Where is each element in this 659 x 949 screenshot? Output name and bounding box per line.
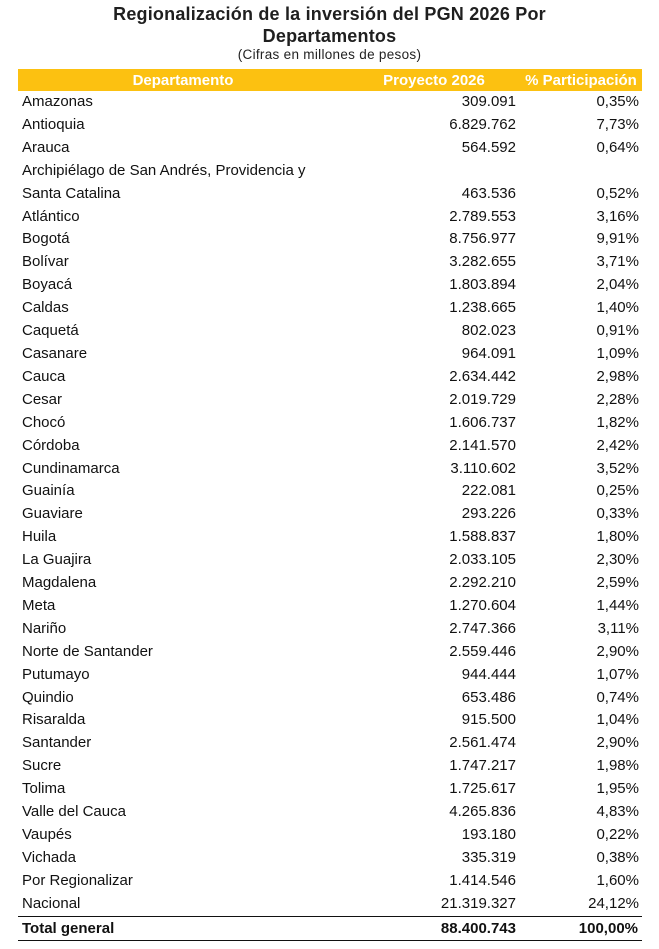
department-name: Vichada <box>22 848 76 866</box>
title-line-2: Departamentos <box>262 26 397 46</box>
table-footer <box>18 916 642 940</box>
participation-pct: 1,98% <box>596 757 639 775</box>
participation-pct: 1,60% <box>596 871 639 889</box>
participation-pct: 24,12% <box>588 894 639 912</box>
participation-pct: 2,90% <box>596 642 639 660</box>
project-2026-value: 2.634.442 <box>449 367 516 385</box>
table-row <box>18 412 642 435</box>
participation-pct: 9,91% <box>596 230 639 248</box>
department-name: Bolívar <box>22 253 69 271</box>
col-header-departamento: Departamento <box>18 69 348 91</box>
table-row <box>18 595 642 618</box>
department-name <box>18 160 348 206</box>
department-name: Cesar <box>22 390 63 408</box>
project-2026-value: 1.747.217 <box>449 757 516 775</box>
table-row <box>18 160 642 206</box>
project-2026-value: 2.141.570 <box>449 436 516 454</box>
table-row <box>18 755 642 778</box>
project-2026-value: 2.292.210 <box>449 574 516 592</box>
table-row <box>18 618 642 641</box>
report-subtitle: (Cifras en millones de pesos) <box>237 47 422 62</box>
department-name: Casanare <box>22 344 88 362</box>
project-2026-value: 1.238.665 <box>449 299 516 317</box>
table-row <box>18 893 642 916</box>
participation-pct: 4,83% <box>596 803 639 821</box>
table-row <box>18 458 642 481</box>
table-row <box>18 343 642 366</box>
participation-pct: 1,40% <box>596 299 639 317</box>
participation-pct: 3,11% <box>597 619 639 637</box>
table-row <box>18 732 642 755</box>
table-row <box>18 801 642 824</box>
col-header-proyecto: Proyecto 2026 <box>348 69 520 91</box>
department-name: Arauca <box>22 138 70 156</box>
participation-pct: 0,74% <box>596 688 639 706</box>
department-name: Valle del Cauca <box>22 803 126 821</box>
department-name: Por Regionalizar <box>22 871 133 889</box>
department-name: Nariño <box>22 619 67 637</box>
header-row <box>18 69 642 91</box>
participation-pct: 0,33% <box>596 505 639 523</box>
participation-pct: 3,16% <box>596 207 639 225</box>
total-pct: 100,00% <box>520 916 642 940</box>
table-row <box>18 526 642 549</box>
participation-pct: 1,09% <box>596 344 639 362</box>
participation-pct: 0,64% <box>596 138 639 156</box>
project-2026-value: 1.588.837 <box>449 528 516 546</box>
project-2026-value: 2.747.366 <box>449 619 516 637</box>
department-name: Chocó <box>22 413 66 431</box>
department-name: Caldas <box>22 299 69 317</box>
department-name: Córdoba <box>22 436 80 454</box>
table-row <box>18 274 642 297</box>
table-row <box>18 824 642 847</box>
table-row <box>18 137 642 160</box>
project-2026-value: 21.319.327 <box>440 894 516 912</box>
project-2026-value: 964.091 <box>461 344 516 362</box>
participation-pct: 1,07% <box>596 665 639 683</box>
project-2026-value: 1.803.894 <box>449 276 516 294</box>
department-name-line-1: Archipiélago de San Andrés, Providencia y <box>22 161 306 179</box>
investment-table <box>18 69 642 941</box>
project-2026-value: 3.110.602 <box>450 459 516 477</box>
project-2026-value: 1.414.546 <box>449 871 516 889</box>
department-name: Meta <box>22 596 56 614</box>
participation-pct: 1,80% <box>596 528 639 546</box>
project-2026-value: 2.033.105 <box>449 551 516 569</box>
department-name: Putumayo <box>22 665 90 683</box>
department-name: Magdalena <box>22 574 97 592</box>
department-name: Norte de Santander <box>22 642 153 660</box>
project-2026-value: 564.592 <box>461 138 516 156</box>
project-2026-value: 193.180 <box>461 826 516 843</box>
department-name: Huila <box>22 528 57 546</box>
project-2026-value: 335.319 <box>461 848 516 866</box>
participation-pct: 2,04% <box>596 276 639 294</box>
department-name: Guaviare <box>22 505 83 523</box>
department-name-line-2: Santa Catalina <box>22 184 121 202</box>
table-row <box>18 687 642 710</box>
participation-pct: 1,44% <box>596 596 639 614</box>
table-row <box>18 114 642 137</box>
participation-pct: 0,52% <box>596 184 639 202</box>
project-2026-value: 2.789.553 <box>449 207 516 225</box>
participation-pct: 2,59% <box>596 574 639 592</box>
participation-pct: 0,38% <box>596 848 639 866</box>
project-2026-value: 944.444 <box>461 665 516 683</box>
total-label: Total general <box>18 916 348 940</box>
project-2026-value: 293.226 <box>461 505 516 523</box>
department-name: Atlántico <box>22 207 80 225</box>
project-2026-value: 309.091 <box>461 93 516 110</box>
project-2026-value: 8.756.977 <box>449 230 516 248</box>
project-2026-value: 3.282.655 <box>449 253 516 271</box>
table-row <box>18 503 642 526</box>
total-row <box>18 916 642 940</box>
total-value: 88.400.743 <box>348 916 520 940</box>
title-line-1: Regionalización de la inversión del PGN 2026 Por <box>113 4 546 24</box>
col-header-participacion: % Participación <box>520 69 642 91</box>
table-row <box>18 572 642 595</box>
table-row <box>18 366 642 389</box>
department-name: Caquetá <box>22 322 79 340</box>
project-2026-value: 653.486 <box>461 688 516 706</box>
project-2026-value: 2.561.474 <box>449 734 516 752</box>
table-row <box>18 709 642 732</box>
table-header <box>18 69 642 91</box>
participation-pct: 0,91% <box>596 322 639 340</box>
participation-pct: 7,73% <box>596 115 639 133</box>
table-row <box>18 870 642 893</box>
project-2026-value: 1.270.604 <box>449 596 516 614</box>
report-title <box>0 0 659 47</box>
participation-pct: 3,52% <box>596 459 639 477</box>
project-2026-value: 222.081 <box>461 482 516 500</box>
project-2026-value: 6.829.762 <box>449 115 516 133</box>
department-name: Guainía <box>22 482 75 500</box>
department-name: Sucre <box>22 757 62 775</box>
department-name: Boyacá <box>22 276 73 294</box>
department-name: Amazonas <box>22 93 93 110</box>
participation-pct: 0,25% <box>596 482 639 500</box>
table-row <box>18 91 642 114</box>
participation-pct: 2,30% <box>596 551 639 569</box>
department-name: Santander <box>22 734 92 752</box>
table-body <box>18 91 642 916</box>
participation-pct: 0,35% <box>596 93 639 110</box>
department-name: Cundinamarca <box>22 459 120 477</box>
table-row <box>18 297 642 320</box>
department-name: Tolima <box>22 780 66 798</box>
participation-pct: 2,42% <box>596 436 639 454</box>
table-row <box>18 228 642 251</box>
table-row <box>18 549 642 572</box>
participation-pct: 2,90% <box>596 734 639 752</box>
department-name: La Guajira <box>22 551 92 569</box>
participation-pct: 0,22% <box>596 826 639 843</box>
table-row <box>18 435 642 458</box>
project-2026-value: 1.725.617 <box>449 780 516 798</box>
table-row <box>18 480 642 503</box>
project-2026-value: 1.606.737 <box>449 413 516 431</box>
participation-pct: 2,28% <box>596 390 639 408</box>
department-name: Risaralda <box>22 711 86 729</box>
department-name: Vaupés <box>22 826 72 843</box>
project-2026-value: 463.536 <box>461 184 516 202</box>
project-2026-value: 4.265.836 <box>449 803 516 821</box>
department-name: Antioquia <box>22 115 85 133</box>
participation-pct: 3,71% <box>596 253 639 271</box>
project-2026-value: 802.023 <box>461 322 516 340</box>
table-row <box>18 664 642 687</box>
table-row <box>18 641 642 664</box>
table-row <box>18 206 642 229</box>
table-row <box>18 320 642 343</box>
table-row <box>18 389 642 412</box>
participation-pct: 2,98% <box>596 367 639 385</box>
participation-pct: 1,82% <box>596 413 639 431</box>
participation-pct: 1,04% <box>596 711 639 729</box>
project-2026-value: 2.019.729 <box>449 390 516 408</box>
department-name: Nacional <box>22 894 81 912</box>
participation-pct: 1,95% <box>596 780 639 798</box>
table-row <box>18 847 642 870</box>
table-row <box>18 778 642 801</box>
project-2026-value: 915.500 <box>461 711 516 729</box>
project-2026-value: 2.559.446 <box>449 642 516 660</box>
department-name: Quindio <box>22 688 74 706</box>
table-row <box>18 251 642 274</box>
department-name: Cauca <box>22 367 66 385</box>
department-name: Bogotá <box>22 230 70 248</box>
